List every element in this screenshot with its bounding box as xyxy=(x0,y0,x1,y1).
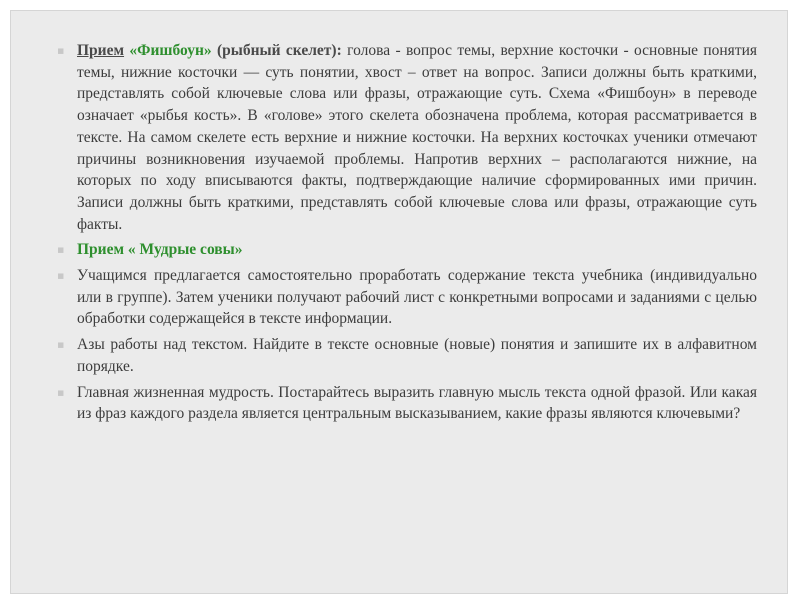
slide-content xyxy=(57,40,757,429)
bullet-icon: ▪ xyxy=(57,269,65,283)
paragraph-main-wisdom xyxy=(57,382,757,425)
fishbone-subtitle: (рыбный скелет): xyxy=(216,42,342,59)
wise-owls-heading: Прием « Мудрые совы» xyxy=(77,241,243,259)
bullet-icon: ▪ xyxy=(57,385,65,399)
bullet-icon: ▪ xyxy=(57,44,65,57)
slide xyxy=(10,10,788,594)
wise-owls-intro-text: Учащимся предлагается самостоятельно проработать содержание текста учебника (индивидуально или в группе). Затем ученики получают рабочий лист с конкретными вопросами и заданиями с целью обработки содержащейся в тексте информации. xyxy=(77,267,757,328)
main-wisdom-text: Главная жизненная мудрость. Постарайтесь выразить главную мысль текста одной фразой. Или какая из фраз каждого раздела является центральным высказыванием, какие фразы являются ключевыми? xyxy=(77,383,757,423)
bullet-icon: ▪ xyxy=(57,243,65,257)
paragraph-text-basics xyxy=(57,334,757,377)
paragraph-fishbone xyxy=(57,40,757,235)
text-basics-text: Азы работы над текстом. Найдите в тексте основные (новые) понятия и запишите их в алфавитном порядке. xyxy=(77,336,757,375)
bullet-icon: ▪ xyxy=(57,338,65,352)
paragraph-wise-owls-intro xyxy=(57,265,757,330)
paragraph-wise-owls-heading xyxy=(57,239,757,261)
fishbone-title: «Фишбоун» xyxy=(129,42,212,59)
fishbone-heading: Прием xyxy=(77,42,125,59)
fishbone-text: голова - вопрос темы, верхние косточки - основные понятия темы, нижние косточки — суть понятии, хвост – ответ на вопрос. Записи должны быть краткими, представлять собой ключевые слова или фразы, отражающие суть. Схема «Фишбоун» в переводе означает «рыбья кость». В «голове» этого скелета обозначена проблема, которая рассматривается в тексте. На самом скелете есть верхние и нижние косточки. На верхних косточках ученики отмечают причины возникновения изучаемой проблемы. Напротив верхних – располагаются нижние, на которых по ходу вписываются факты, подтверждающие наличие сформированных ими причин. Записи должны быть краткими, представлять собой ключевые слова или фразы, отражающие суть факты. xyxy=(77,42,758,233)
